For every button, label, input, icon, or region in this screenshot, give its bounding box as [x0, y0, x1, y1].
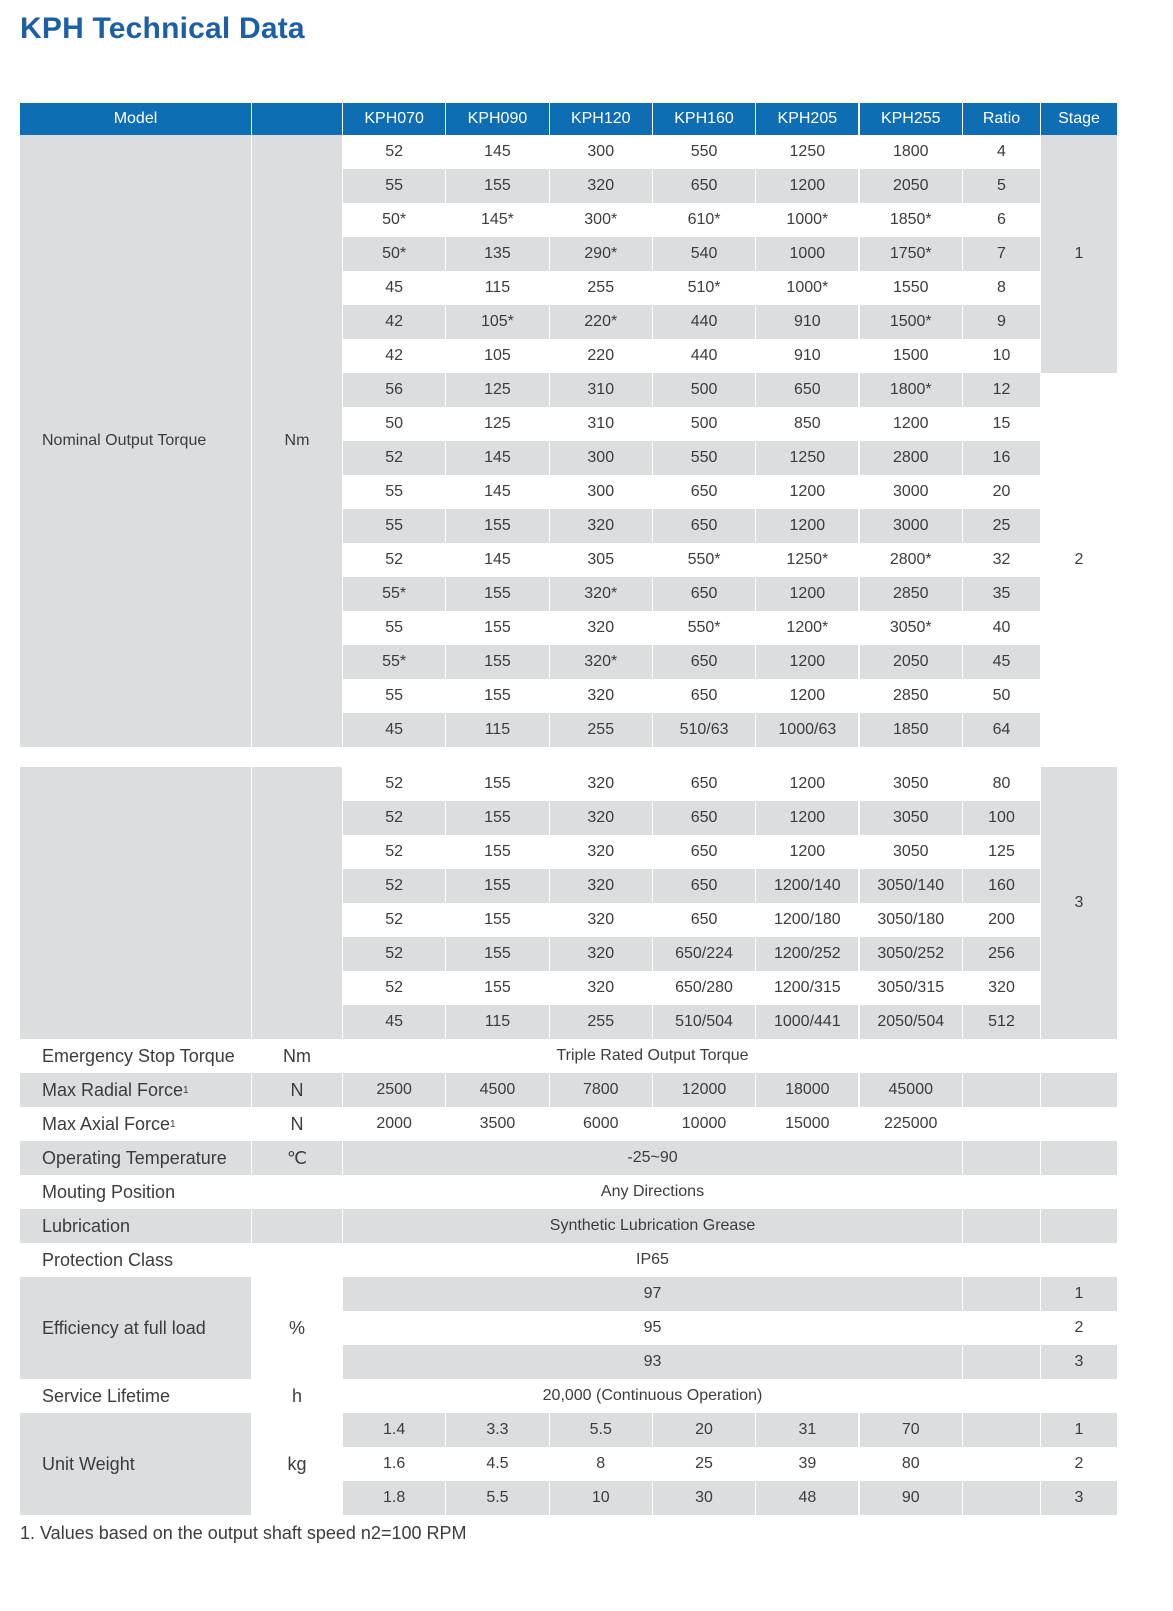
- spec-value: 12000: [653, 1073, 756, 1107]
- spec-value: 6000: [550, 1107, 653, 1141]
- ratio-cell: 45: [963, 645, 1041, 679]
- torque-cell: 52: [343, 801, 446, 835]
- torque-cell: 320: [550, 903, 653, 937]
- torque-cell: 910: [756, 339, 859, 373]
- spec-unit: N: [252, 1107, 342, 1141]
- page-title: KPH Technical Data: [20, 12, 305, 45]
- ratio-cell: 5: [963, 169, 1041, 203]
- torque-cell: 155: [446, 937, 549, 971]
- torque-label-cont: [20, 767, 251, 1039]
- torque-cell: 650: [653, 577, 756, 611]
- torque-cell: 510/504: [653, 1005, 756, 1039]
- torque-cell: 1550: [860, 271, 964, 305]
- spec-unit: [252, 1175, 342, 1209]
- spec-value: 4500: [446, 1073, 549, 1107]
- footnote-marker: 1: [170, 1118, 176, 1130]
- weight-label: Unit Weight: [20, 1413, 251, 1515]
- torque-cell: 300*: [550, 203, 653, 237]
- weight-stage: 2: [1041, 1447, 1117, 1481]
- weight-value: 3.3: [446, 1413, 549, 1447]
- torque-cell: 52: [343, 135, 446, 169]
- ratio-cell: 6: [963, 203, 1041, 237]
- torque-cell: 1850: [860, 713, 964, 747]
- spec-ratio-empty: [963, 1073, 1040, 1107]
- torque-cell: 1750*: [860, 237, 964, 271]
- torque-cell: 440: [653, 305, 756, 339]
- spec-label: Mouting Position: [20, 1175, 251, 1209]
- spec-value: Triple Rated Output Torque: [343, 1039, 962, 1073]
- header-kph160: KPH160: [653, 103, 755, 135]
- ratio-cell: 64: [963, 713, 1041, 747]
- torque-cell: 155: [446, 971, 549, 1005]
- torque-cell: 1000/441: [756, 1005, 859, 1039]
- header-kph070: KPH070: [343, 103, 445, 135]
- weight-value: 1.4: [343, 1413, 446, 1447]
- torque-cell: 610*: [653, 203, 756, 237]
- spec-stage-empty: [1041, 1141, 1117, 1175]
- torque-cell: 300: [550, 135, 653, 169]
- header-kph120: KPH120: [550, 103, 652, 135]
- torque-cell: 145: [446, 475, 549, 509]
- torque-cell: 52: [343, 441, 446, 475]
- torque-cell: 2050/504: [860, 1005, 964, 1039]
- torque-cell: 1500*: [860, 305, 964, 339]
- weight-stage: 3: [1041, 1481, 1117, 1515]
- torque-cell: 320*: [550, 645, 653, 679]
- weight-value: 8: [550, 1447, 653, 1481]
- spec-value: Synthetic Lubrication Grease: [343, 1209, 962, 1243]
- torque-cell: 50*: [343, 203, 446, 237]
- weight-ratio-empty: [963, 1413, 1040, 1447]
- ratio-cell: 160: [963, 869, 1041, 903]
- torque-cell: 50*: [343, 237, 446, 271]
- weight-value: 5.5: [446, 1481, 549, 1515]
- torque-cell: 1200: [756, 577, 859, 611]
- torque-cell: 155: [446, 679, 549, 713]
- weight-value: 39: [756, 1447, 859, 1481]
- torque-cell: 145: [446, 135, 549, 169]
- torque-cell: 650: [653, 835, 756, 869]
- torque-cell: 145: [446, 543, 549, 577]
- torque-cell: 1200/140: [756, 869, 859, 903]
- torque-cell: 2850: [860, 679, 964, 713]
- ratio-cell: 320: [963, 971, 1041, 1005]
- torque-cell: 1200: [756, 835, 859, 869]
- ratio-cell: 7: [963, 237, 1041, 271]
- torque-cell: 255: [550, 271, 653, 305]
- torque-cell: 650: [653, 169, 756, 203]
- spec-ratio-empty: [963, 1209, 1040, 1243]
- ratio-cell: 50: [963, 679, 1041, 713]
- ratio-cell: 256: [963, 937, 1041, 971]
- torque-cell: 45: [343, 1005, 446, 1039]
- torque-cell: 650: [653, 801, 756, 835]
- torque-cell: 125: [446, 407, 549, 441]
- torque-cell: 52: [343, 971, 446, 1005]
- torque-cell: 155: [446, 577, 549, 611]
- ratio-cell: 8: [963, 271, 1041, 305]
- torque-cell: 55: [343, 475, 446, 509]
- torque-cell: 910: [756, 305, 859, 339]
- ratio-cell: 16: [963, 441, 1041, 475]
- spec-unit: ℃: [252, 1141, 342, 1175]
- ratio-cell: 20: [963, 475, 1041, 509]
- ratio-cell: 9: [963, 305, 1041, 339]
- torque-cell: 1200/315: [756, 971, 859, 1005]
- torque-cell: 650: [653, 679, 756, 713]
- torque-cell: 155: [446, 509, 549, 543]
- torque-cell: 1200/180: [756, 903, 859, 937]
- torque-cell: 310: [550, 407, 653, 441]
- torque-cell: 3000: [860, 475, 964, 509]
- torque-cell: 290*: [550, 237, 653, 271]
- torque-cell: 52: [343, 767, 446, 801]
- torque-cell: 550*: [653, 611, 756, 645]
- torque-cell: 42: [343, 305, 446, 339]
- spec-ratio-empty: [963, 1243, 1040, 1277]
- torque-cell: 550: [653, 441, 756, 475]
- ratio-cell: 35: [963, 577, 1041, 611]
- torque-cell: 320: [550, 509, 653, 543]
- torque-cell: 1200: [756, 645, 859, 679]
- spec-unit: N: [252, 1073, 342, 1107]
- torque-cell: 155: [446, 903, 549, 937]
- weight-value: 31: [756, 1413, 859, 1447]
- torque-cell: 125: [446, 373, 549, 407]
- torque-unit-cont: [252, 767, 342, 1039]
- torque-cell: 440: [653, 339, 756, 373]
- ratio-cell: 40: [963, 611, 1041, 645]
- weight-ratio-empty: [963, 1447, 1040, 1481]
- torque-cell: 50: [343, 407, 446, 441]
- torque-cell: 56: [343, 373, 446, 407]
- weight-unit: kg: [287, 1453, 307, 1474]
- spec-value: -25~90: [343, 1141, 962, 1175]
- spec-label: Protection Class: [20, 1243, 251, 1277]
- spec-value: 7800: [550, 1073, 653, 1107]
- torque-cell: 320: [550, 971, 653, 1005]
- torque-cell: 2050: [860, 645, 964, 679]
- spec-stage-empty: [1041, 1073, 1117, 1107]
- torque-cell: 1200: [756, 475, 859, 509]
- efficiency-unit: %: [252, 1277, 342, 1379]
- torque-cell: 155: [446, 767, 549, 801]
- spec-label: Max Axial Force 1: [20, 1107, 251, 1141]
- torque-cell: 550*: [653, 543, 756, 577]
- torque-cell: 52: [343, 543, 446, 577]
- torque-cell: 300: [550, 441, 653, 475]
- header-kph205: KPH205: [756, 103, 858, 135]
- torque-cell: 42: [343, 339, 446, 373]
- spec-unit: Nm: [252, 1039, 342, 1073]
- stage-1: 1: [1041, 135, 1117, 373]
- ratio-cell: 15: [963, 407, 1041, 441]
- torque-cell: 310: [550, 373, 653, 407]
- ratio-cell: 4: [963, 135, 1041, 169]
- torque-unit: Nm: [252, 135, 342, 747]
- torque-cell: 650: [653, 767, 756, 801]
- footnote-marker: 1: [183, 1084, 189, 1096]
- torque-cell: 850: [756, 407, 859, 441]
- torque-cell: 115: [446, 271, 549, 305]
- spec-ratio-empty: [963, 1141, 1040, 1175]
- torque-cell: 3050: [860, 835, 964, 869]
- torque-cell: 1250: [756, 441, 859, 475]
- torque-cell: 2050: [860, 169, 964, 203]
- torque-cell: 1200: [756, 169, 859, 203]
- torque-cell: 55*: [343, 645, 446, 679]
- spec-label: Operating Temperature: [20, 1141, 251, 1175]
- torque-cell: 255: [550, 1005, 653, 1039]
- torque-cell: 650: [653, 509, 756, 543]
- torque-cell: 1000*: [756, 271, 859, 305]
- torque-cell: 650/280: [653, 971, 756, 1005]
- torque-cell: 300: [550, 475, 653, 509]
- torque-cell: 52: [343, 835, 446, 869]
- weight-value: 48: [756, 1481, 859, 1515]
- torque-cell: 500: [653, 373, 756, 407]
- spec-stage-empty: [1041, 1175, 1117, 1209]
- torque-cell: 155: [446, 835, 549, 869]
- torque-cell: 220: [550, 339, 653, 373]
- weight-value: 80: [860, 1447, 964, 1481]
- torque-cell: 1200: [860, 407, 964, 441]
- torque-cell: 650: [653, 903, 756, 937]
- torque-cell: 1000*: [756, 203, 859, 237]
- torque-cell: 320: [550, 801, 653, 835]
- torque-cell: 650: [653, 475, 756, 509]
- torque-cell: 1200: [756, 679, 859, 713]
- torque-cell: 1200: [756, 801, 859, 835]
- torque-cell: 540: [653, 237, 756, 271]
- lifetime-unit: h: [291, 1385, 302, 1406]
- spec-ratio-empty: [963, 1039, 1040, 1073]
- stage-3: 3: [1041, 767, 1117, 1039]
- torque-cell: 510*: [653, 271, 756, 305]
- weight-value: 10: [550, 1481, 653, 1515]
- lifetime-value: 20,000 (Continuous Operation): [542, 1387, 763, 1404]
- ratio-cell: 12: [963, 373, 1041, 407]
- torque-cell: 320: [550, 869, 653, 903]
- torque-cell: 1200: [756, 767, 859, 801]
- weight-ratio-empty: [963, 1481, 1040, 1515]
- spec-label: Emergency Stop Torque: [20, 1039, 251, 1073]
- ratio-cell: 512: [963, 1005, 1041, 1039]
- torque-cell: 2800: [860, 441, 964, 475]
- weight-value: 4.5: [446, 1447, 549, 1481]
- torque-cell: 650: [653, 869, 756, 903]
- torque-cell: 320: [550, 611, 653, 645]
- torque-cell: 305: [550, 543, 653, 577]
- torque-cell: 220*: [550, 305, 653, 339]
- spec-stage-empty: [1041, 1243, 1117, 1277]
- spec-ratio-empty: [963, 1107, 1040, 1141]
- spec-value: 225000: [860, 1107, 964, 1141]
- efficiency-ratio-empty: [963, 1311, 1040, 1345]
- ratio-cell: 10: [963, 339, 1041, 373]
- torque-cell: 3050: [860, 801, 964, 835]
- weight-value: 1.8: [343, 1481, 446, 1515]
- torque-cell: 1200: [756, 509, 859, 543]
- torque-cell: 1200*: [756, 611, 859, 645]
- ratio-cell: 80: [963, 767, 1041, 801]
- spec-value: IP65: [343, 1243, 962, 1277]
- weight-value: 20: [653, 1413, 756, 1447]
- torque-cell: 45: [343, 713, 446, 747]
- torque-cell: 1850*: [860, 203, 964, 237]
- footnote: 1. Values based on the output shaft speed n2=100 RPM: [20, 1523, 467, 1543]
- torque-cell: 320: [550, 835, 653, 869]
- torque-cell: 155: [446, 611, 549, 645]
- torque-cell: 1000: [756, 237, 859, 271]
- weight-value: 90: [860, 1481, 964, 1515]
- torque-cell: 650: [756, 373, 859, 407]
- torque-cell: 155: [446, 801, 549, 835]
- stage-2: 2: [1041, 373, 1117, 747]
- spec-label: Max Radial Force 1: [20, 1073, 251, 1107]
- spec-unit: [252, 1209, 342, 1243]
- header-model: Model: [20, 103, 251, 135]
- efficiency-stage: 2: [1041, 1311, 1117, 1345]
- torque-cell: 550: [653, 135, 756, 169]
- torque-cell: 55: [343, 509, 446, 543]
- spec-value: 3500: [446, 1107, 549, 1141]
- efficiency-stage: 3: [1041, 1345, 1117, 1379]
- ratio-cell: 200: [963, 903, 1041, 937]
- torque-cell: 3050/252: [860, 937, 964, 971]
- efficiency-stage: 1: [1041, 1277, 1117, 1311]
- torque-cell: 2850: [860, 577, 964, 611]
- weight-value: 30: [653, 1481, 756, 1515]
- header-stage: Stage: [1041, 103, 1117, 135]
- weight-value: 70: [860, 1413, 964, 1447]
- torque-cell: 115: [446, 1005, 549, 1039]
- spec-stage-empty: [1041, 1039, 1117, 1073]
- torque-cell: 155: [446, 869, 549, 903]
- torque-cell: 320: [550, 767, 653, 801]
- torque-cell: 52: [343, 937, 446, 971]
- torque-cell: 3050/315: [860, 971, 964, 1005]
- torque-cell: 2800*: [860, 543, 964, 577]
- torque-cell: 650/224: [653, 937, 756, 971]
- torque-cell: 105: [446, 339, 549, 373]
- weight-value: 5.5: [550, 1413, 653, 1447]
- spec-label: Lubrication: [20, 1209, 251, 1243]
- efficiency-value: 97: [343, 1277, 962, 1311]
- torque-cell: 105*: [446, 305, 549, 339]
- torque-cell: 155: [446, 169, 549, 203]
- torque-cell: 500: [653, 407, 756, 441]
- torque-cell: 3050*: [860, 611, 964, 645]
- torque-cell: 1500: [860, 339, 964, 373]
- spec-value: 10000: [653, 1107, 756, 1141]
- header-kph255: KPH255: [860, 103, 963, 135]
- torque-cell: 510/63: [653, 713, 756, 747]
- torque-cell: 145: [446, 441, 549, 475]
- efficiency-ratio-empty: [963, 1277, 1040, 1311]
- spec-value: 45000: [860, 1073, 964, 1107]
- weight-value: 1.6: [343, 1447, 446, 1481]
- torque-cell: 1000/63: [756, 713, 859, 747]
- torque-cell: 135: [446, 237, 549, 271]
- torque-cell: 145*: [446, 203, 549, 237]
- torque-cell: 52: [343, 903, 446, 937]
- torque-cell: 320: [550, 169, 653, 203]
- torque-cell: 320*: [550, 577, 653, 611]
- header-kph090: KPH090: [446, 103, 548, 135]
- lifetime-label: Service Lifetime: [42, 1385, 171, 1406]
- torque-cell: 55: [343, 611, 446, 645]
- torque-cell: 1800: [860, 135, 964, 169]
- torque-cell: 55: [343, 169, 446, 203]
- spec-unit: [252, 1243, 342, 1277]
- efficiency-ratio-empty: [963, 1345, 1040, 1379]
- spec-value: 18000: [756, 1073, 859, 1107]
- torque-cell: 45: [343, 271, 446, 305]
- header-unit: [252, 103, 342, 135]
- ratio-cell: 25: [963, 509, 1041, 543]
- spec-value: Any Directions: [343, 1175, 962, 1209]
- torque-cell: 1250*: [756, 543, 859, 577]
- torque-cell: 1800*: [860, 373, 964, 407]
- torque-cell: 52: [343, 869, 446, 903]
- torque-cell: 155: [446, 645, 549, 679]
- torque-cell: 1250: [756, 135, 859, 169]
- efficiency-label: Efficiency at full load: [20, 1277, 251, 1379]
- torque-cell: 55*: [343, 577, 446, 611]
- torque-cell: 650: [653, 645, 756, 679]
- spec-value: 2000: [343, 1107, 446, 1141]
- spec-value: 2500: [343, 1073, 446, 1107]
- spec-ratio-empty: [963, 1175, 1040, 1209]
- header-ratio: Ratio: [963, 103, 1040, 135]
- ratio-cell: 125: [963, 835, 1041, 869]
- spec-value: 15000: [756, 1107, 859, 1141]
- torque-cell: 320: [550, 679, 653, 713]
- torque-cell: 115: [446, 713, 549, 747]
- efficiency-value: 93: [343, 1345, 962, 1379]
- torque-cell: 3050/140: [860, 869, 964, 903]
- weight-stage: 1: [1041, 1413, 1117, 1447]
- spec-stage-empty: [1041, 1209, 1117, 1243]
- torque-cell: 1200/252: [756, 937, 859, 971]
- torque-label: Nominal Output Torque: [20, 135, 251, 747]
- efficiency-value: 95: [343, 1311, 962, 1345]
- torque-cell: 3000: [860, 509, 964, 543]
- weight-value: 25: [653, 1447, 756, 1481]
- torque-cell: 3050: [860, 767, 964, 801]
- spec-stage-empty: [1041, 1107, 1117, 1141]
- torque-cell: 3050/180: [860, 903, 964, 937]
- ratio-cell: 100: [963, 801, 1041, 835]
- torque-cell: 55: [343, 679, 446, 713]
- torque-cell: 255: [550, 713, 653, 747]
- ratio-cell: 32: [963, 543, 1041, 577]
- torque-cell: 320: [550, 937, 653, 971]
